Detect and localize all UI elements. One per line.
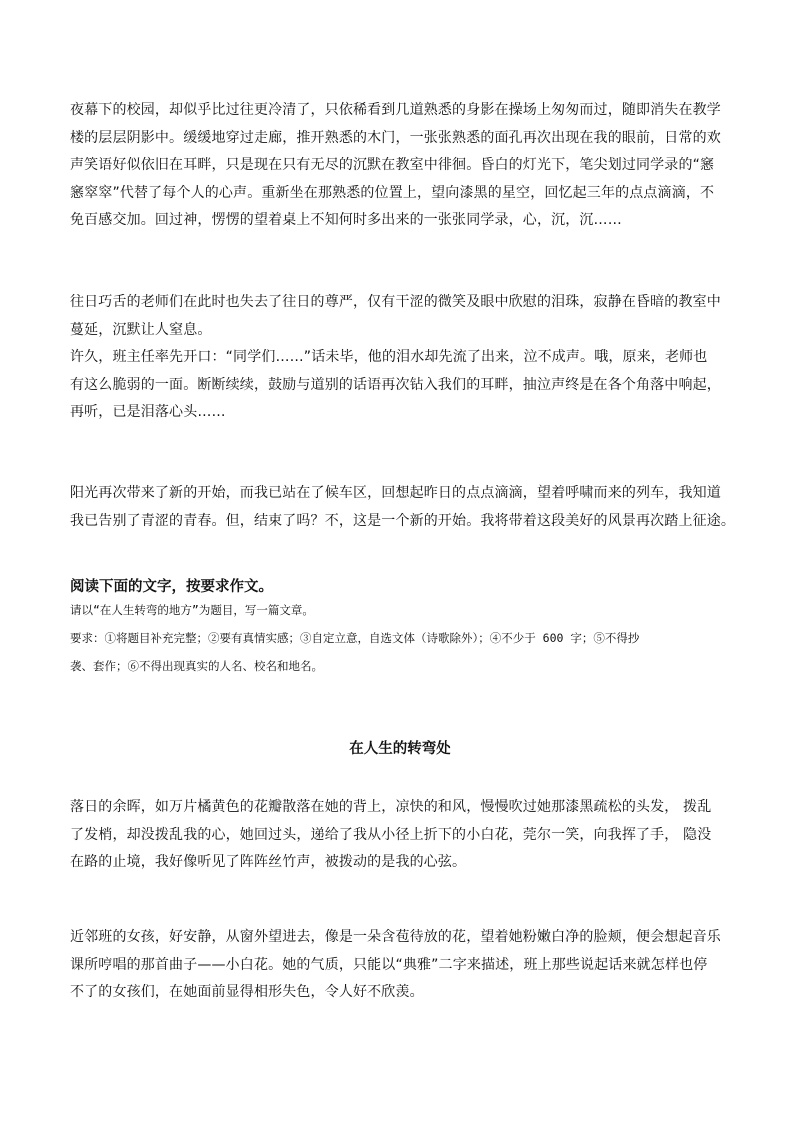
task-requirements-line-1: 要求：①将题目补充完整；②要有真情实感；③自定立意，自选文体（诗歌除外）；④不少于 600 字；⑤不得抄 (70, 631, 640, 645)
essay2-title: 在人生的转弯处 (349, 741, 451, 757)
essay2-p1-line-3: 在路的止境，我好像听见了阵阵丝竹声，被拨动的是我的心弦。 (70, 854, 467, 870)
essay2-p2-line-2: 课所哼唱的那首曲子——小白花。她的气质，只能以“典雅”二字来描述，班上那些说起话来就怎样也停 (70, 956, 708, 973)
essay1-p4-line-2: 我已告别了青涩的青春。但，结束了吗？不，这是一个新的开始。我将带着这段美好的风景再次踏上征途。 (70, 512, 736, 529)
essay1-paragraph-1 (70, 97, 730, 235)
essay2-paragraph-2 (70, 924, 730, 1007)
essay1-p3-line-1: 许久，班主任率先开口：“同学们……”话未毕，他的泪水却先流了出来，泣不成声。哦，原来，老师也 (70, 349, 708, 365)
essay1-p1-line-5: 免百感交加。回过神，愣愣的望着桌上不知何时多出来的一张张同学录，心，沉，沉…… (70, 212, 622, 228)
essay1-p1-line-4: 窸窣窣”代替了每个人的心声。重新坐在那熟悉的位置上，望向漆黑的星空，回忆起三年的点点滴滴，不 (70, 184, 715, 201)
essay1-p1-line-2: 楼的层层阴影中。缓缓地穿过走廊，推开熟悉的木门，一张张熟悉的面孔再次出现在我的眼前，日常的欢 (70, 129, 721, 146)
essay1-p1-line-3: 声笑语好似依旧在耳畔，只是现在只有无尽的沉默在教室中徘徊。昏白的灯光下，笔尖划过同学录的“窸 (70, 157, 715, 173)
essay1-p2-line-2: 蔓延，沉默让人窒息。 (70, 321, 212, 338)
task-requirements-line-2: 袭、套作；⑥不得出现真实的人名、校名和地名。 (70, 659, 323, 673)
task-instructions (70, 596, 730, 680)
essay1-p3-line-2: 有这么脆弱的一面。断断续续，鼓励与道别的话语再次钻入我们的耳畔，抽泣声终是在各个角落中响起， (70, 376, 721, 393)
essay1-paragraph-3 (70, 344, 730, 427)
essay2-p2-line-1: 近邻班的女孩，好安静，从窗外望进去，像是一朵含苞待放的花，望着她粉嫩白净的脸颊，便会想起音乐 (70, 929, 721, 945)
essay1-paragraph-2 (70, 289, 730, 344)
task-prompt: 请以“在人生转弯的地方”为题目，写一篇文章。 (70, 603, 314, 617)
essay1-p3-line-3: 再听，已是泪落心头…… (70, 404, 226, 420)
essay1-p4-line-1: 阳光再次带来了新的开始，而我已站在了候车区，回想起昨日的点点滴滴，望着呼啸而来的列车，我知道 (70, 485, 721, 501)
essay1-paragraph-4 (70, 480, 736, 535)
essay2-p2-line-3: 不了的女孩们，在她面前显得相形失色，令人好不欣羡。 (70, 984, 424, 1000)
essay2-p1-line-1: 落日的余晖，如万片橘黄色的花瓣散落在她的背上，凉快的和风，慢慢吹过她那漆黑疏松的头发， 拨乱 (70, 799, 712, 815)
essay2-paragraph-1 (70, 794, 730, 877)
essay1-p1-line-1: 夜幕下的校园，却似乎比过往更冷清了，只依稀看到几道熟悉的身影在操场上匆匆而过，随即消失在教学 (70, 102, 721, 118)
essay1-p2-line-1: 往日巧舌的老师们在此时也失去了往日的尊严，仅有干涩的微笑及眼中欣慰的泪珠，寂静在昏暗的教室中 (70, 294, 721, 310)
essay2-p1-line-2: 了发梢，却没拨乱我的心，她回过头，递给了我从小径上折下的小白花，莞尔一笑，向我挥了手， 隐没 (70, 826, 712, 843)
task-heading: 阅读下面的文字，按要求作文。 (70, 579, 273, 595)
